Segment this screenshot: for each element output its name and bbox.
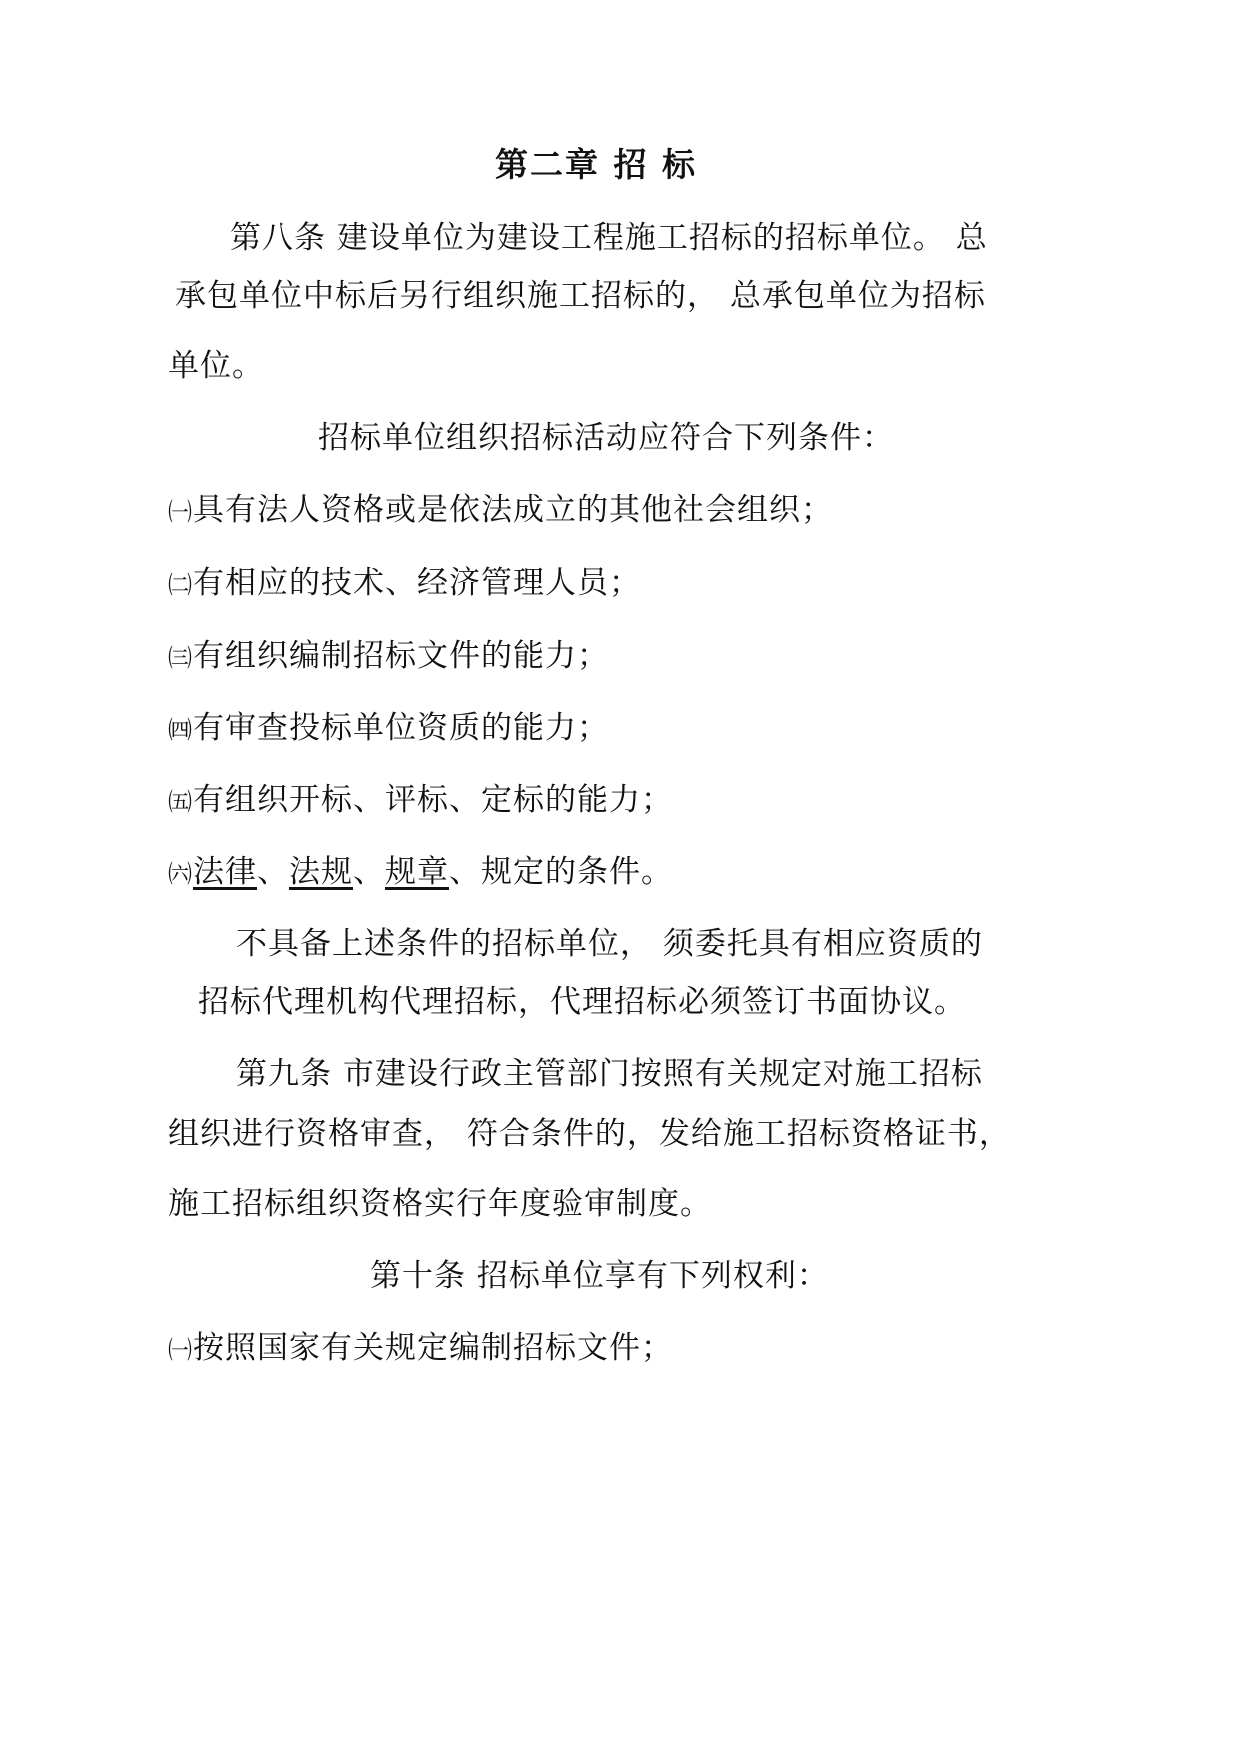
right-item-1 [168, 1328, 673, 1370]
item-text: 有组织开标、评标、定标的能力； [193, 782, 673, 818]
rule-term: 规章 [385, 854, 449, 890]
condition-item-5 [168, 780, 673, 822]
item-marker: ㈢ [168, 644, 193, 672]
item-text: 有组织编制招标文件的能力； [193, 638, 609, 674]
agency-line-1: 不具备上述条件的招标单位， 须委托具有相应资质的 [236, 926, 983, 962]
law-term: 法律 [193, 854, 257, 890]
item-marker: ㈠ [168, 498, 193, 526]
condition-item-4 [168, 708, 609, 750]
item-text: 、规定的条件。 [449, 854, 673, 890]
separator: 、 [257, 854, 289, 890]
separator: 、 [353, 854, 385, 890]
condition-item-1 [168, 490, 833, 532]
agency-line-2: 招标代理机构代理招标，代理招标必须签订书面协议。 [198, 984, 966, 1020]
article-9-line-2: 组织进行资格审查， 符合条件的，发给施工招标资格证书， [168, 1116, 1011, 1152]
item-marker: ㈠ [168, 1336, 193, 1364]
item-text: 有相应的技术、经济管理人员； [193, 565, 641, 601]
item-text: 按照国家有关规定编制招标文件； [193, 1330, 673, 1366]
item-marker: ㈥ [168, 860, 193, 888]
item-text: 有审查投标单位资质的能力； [193, 710, 609, 746]
condition-item-2 [168, 563, 641, 605]
conditions-intro: 招标单位组织招标活动应符合下列条件： [318, 420, 894, 456]
condition-item-3 [168, 636, 609, 678]
item-marker: ㈣ [168, 716, 193, 744]
article-10-intro: 第十条 招标单位享有下列权利： [370, 1258, 829, 1294]
article-8-line-2: 承包单位中标后另行组织施工招标的， 总承包单位为招标 [175, 278, 986, 314]
article-8-line-3: 单位。 [168, 348, 264, 384]
chapter-title: 第二章 招 标 [495, 145, 697, 184]
item-marker: ㈤ [168, 788, 193, 816]
item-text: 具有法人资格或是依法成立的其他社会组织； [193, 492, 833, 528]
regulation-term: 法规 [289, 854, 353, 890]
condition-item-6 [168, 852, 673, 894]
item-marker: ㈡ [168, 571, 193, 599]
article-9-line-3: 施工招标组织资格实行年度验审制度。 [168, 1186, 712, 1222]
article-9-line-1: 第九条 市建设行政主管部门按照有关规定对施工招标 [236, 1056, 983, 1092]
article-8-line-1: 第八条 建设单位为建设工程施工招标的招标单位。 总 [230, 220, 988, 256]
